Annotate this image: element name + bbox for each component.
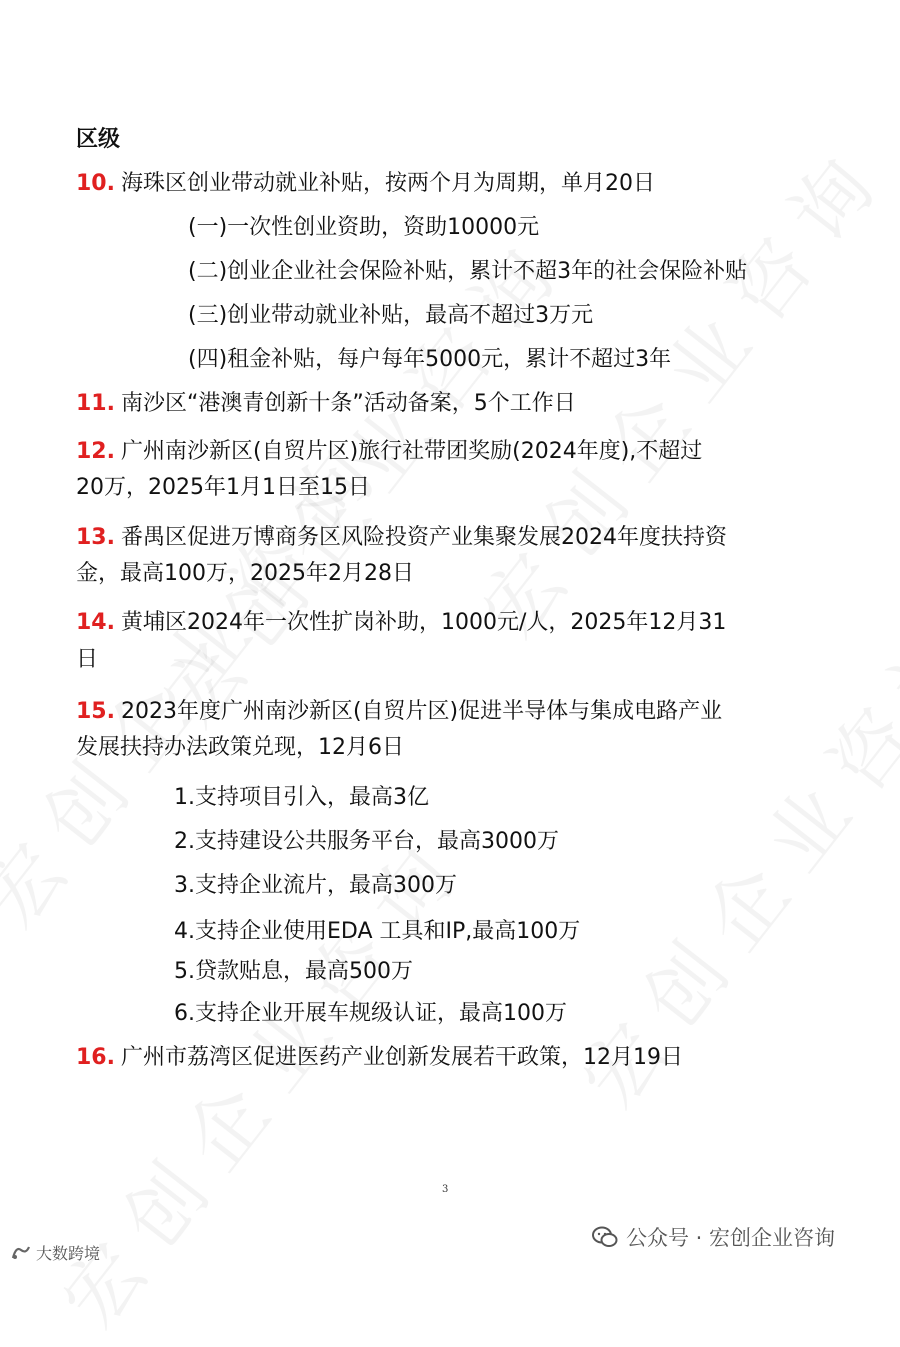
- list-item: [76, 166, 655, 202]
- item-continuation: 20万，2025年1月1日至15日: [76, 475, 370, 500]
- item-number: 12.: [76, 439, 115, 464]
- sub-item: 1.支持项目引入，最高3亿: [174, 785, 429, 810]
- item-text: 2023年度广州南沙新区(自贸片区)促进半导体与集成电路产业: [120, 699, 723, 724]
- source-label: [10, 1241, 100, 1264]
- item-number: 13.: [76, 525, 115, 550]
- list-item: [76, 694, 722, 730]
- item-continuation: 金，最高100万，2025年2月28日: [76, 561, 414, 586]
- item-text: 南沙区“港澳青创新十条”活动备案，5个工作日: [120, 391, 576, 416]
- wechat-account-label[interactable]: [592, 1222, 835, 1252]
- item-number: 15.: [76, 699, 115, 724]
- item-text: 番禺区促进万博商务区风险投资产业集聚发展2024年度扶持资: [120, 525, 727, 550]
- sub-item: (四)租金补贴，每户每年5000元，累计不超过3年: [188, 347, 672, 372]
- sub-item: (二)创业企业社会保险补贴，累计不超3年的社会保险补贴: [188, 259, 748, 284]
- list-item: [76, 1040, 683, 1076]
- source-text: 大数跨境: [36, 1244, 101, 1263]
- item-continuation: 日: [76, 647, 99, 672]
- wechat-icon: [592, 1226, 618, 1248]
- sub-item: (一)一次性创业资助，资助10000元: [188, 215, 540, 240]
- sub-item: 3.支持企业流片，最高300万: [174, 873, 457, 898]
- sub-item: 4.支持企业使用EDA 工具和IP,最高100万: [174, 919, 581, 944]
- item-text: 海珠区创业带动就业补贴，按两个月为周期，单月20日: [120, 171, 655, 196]
- section-title: 区级: [76, 127, 121, 152]
- brand-logo-icon: [10, 1244, 32, 1262]
- item-text: 黄埔区2024年一次性扩岗补助，1000元/人，2025年12月31: [120, 610, 727, 635]
- list-item: [76, 520, 727, 556]
- sub-item: (三)创业带动就业补贴，最高不超过3万元: [188, 303, 594, 328]
- item-text: 广州市荔湾区促进医药产业创新发展若干政策，12月19日: [120, 1045, 683, 1070]
- sub-item: 5.贷款贴息，最高500万: [174, 959, 413, 984]
- wechat-account-text: 公众号 · 宏创企业咨询: [626, 1226, 836, 1250]
- sub-item: 2.支持建设公共服务平台，最高3000万: [174, 829, 559, 854]
- item-number: 10.: [76, 171, 115, 196]
- list-item: [76, 386, 576, 422]
- page-number: 3: [442, 1184, 449, 1195]
- sub-item: 6.支持企业开展车规级认证，最高100万: [174, 1001, 567, 1026]
- list-item: [76, 605, 726, 641]
- item-continuation: 发展扶持办法政策兑现，12月6日: [76, 735, 404, 760]
- list-item: [76, 434, 702, 470]
- item-text: 广州南沙新区(自贸片区)旅行社带团奖励(2024年度),不超过: [120, 439, 703, 464]
- item-number: 11.: [76, 391, 115, 416]
- item-number: 16.: [76, 1045, 115, 1070]
- item-number: 14.: [76, 610, 115, 635]
